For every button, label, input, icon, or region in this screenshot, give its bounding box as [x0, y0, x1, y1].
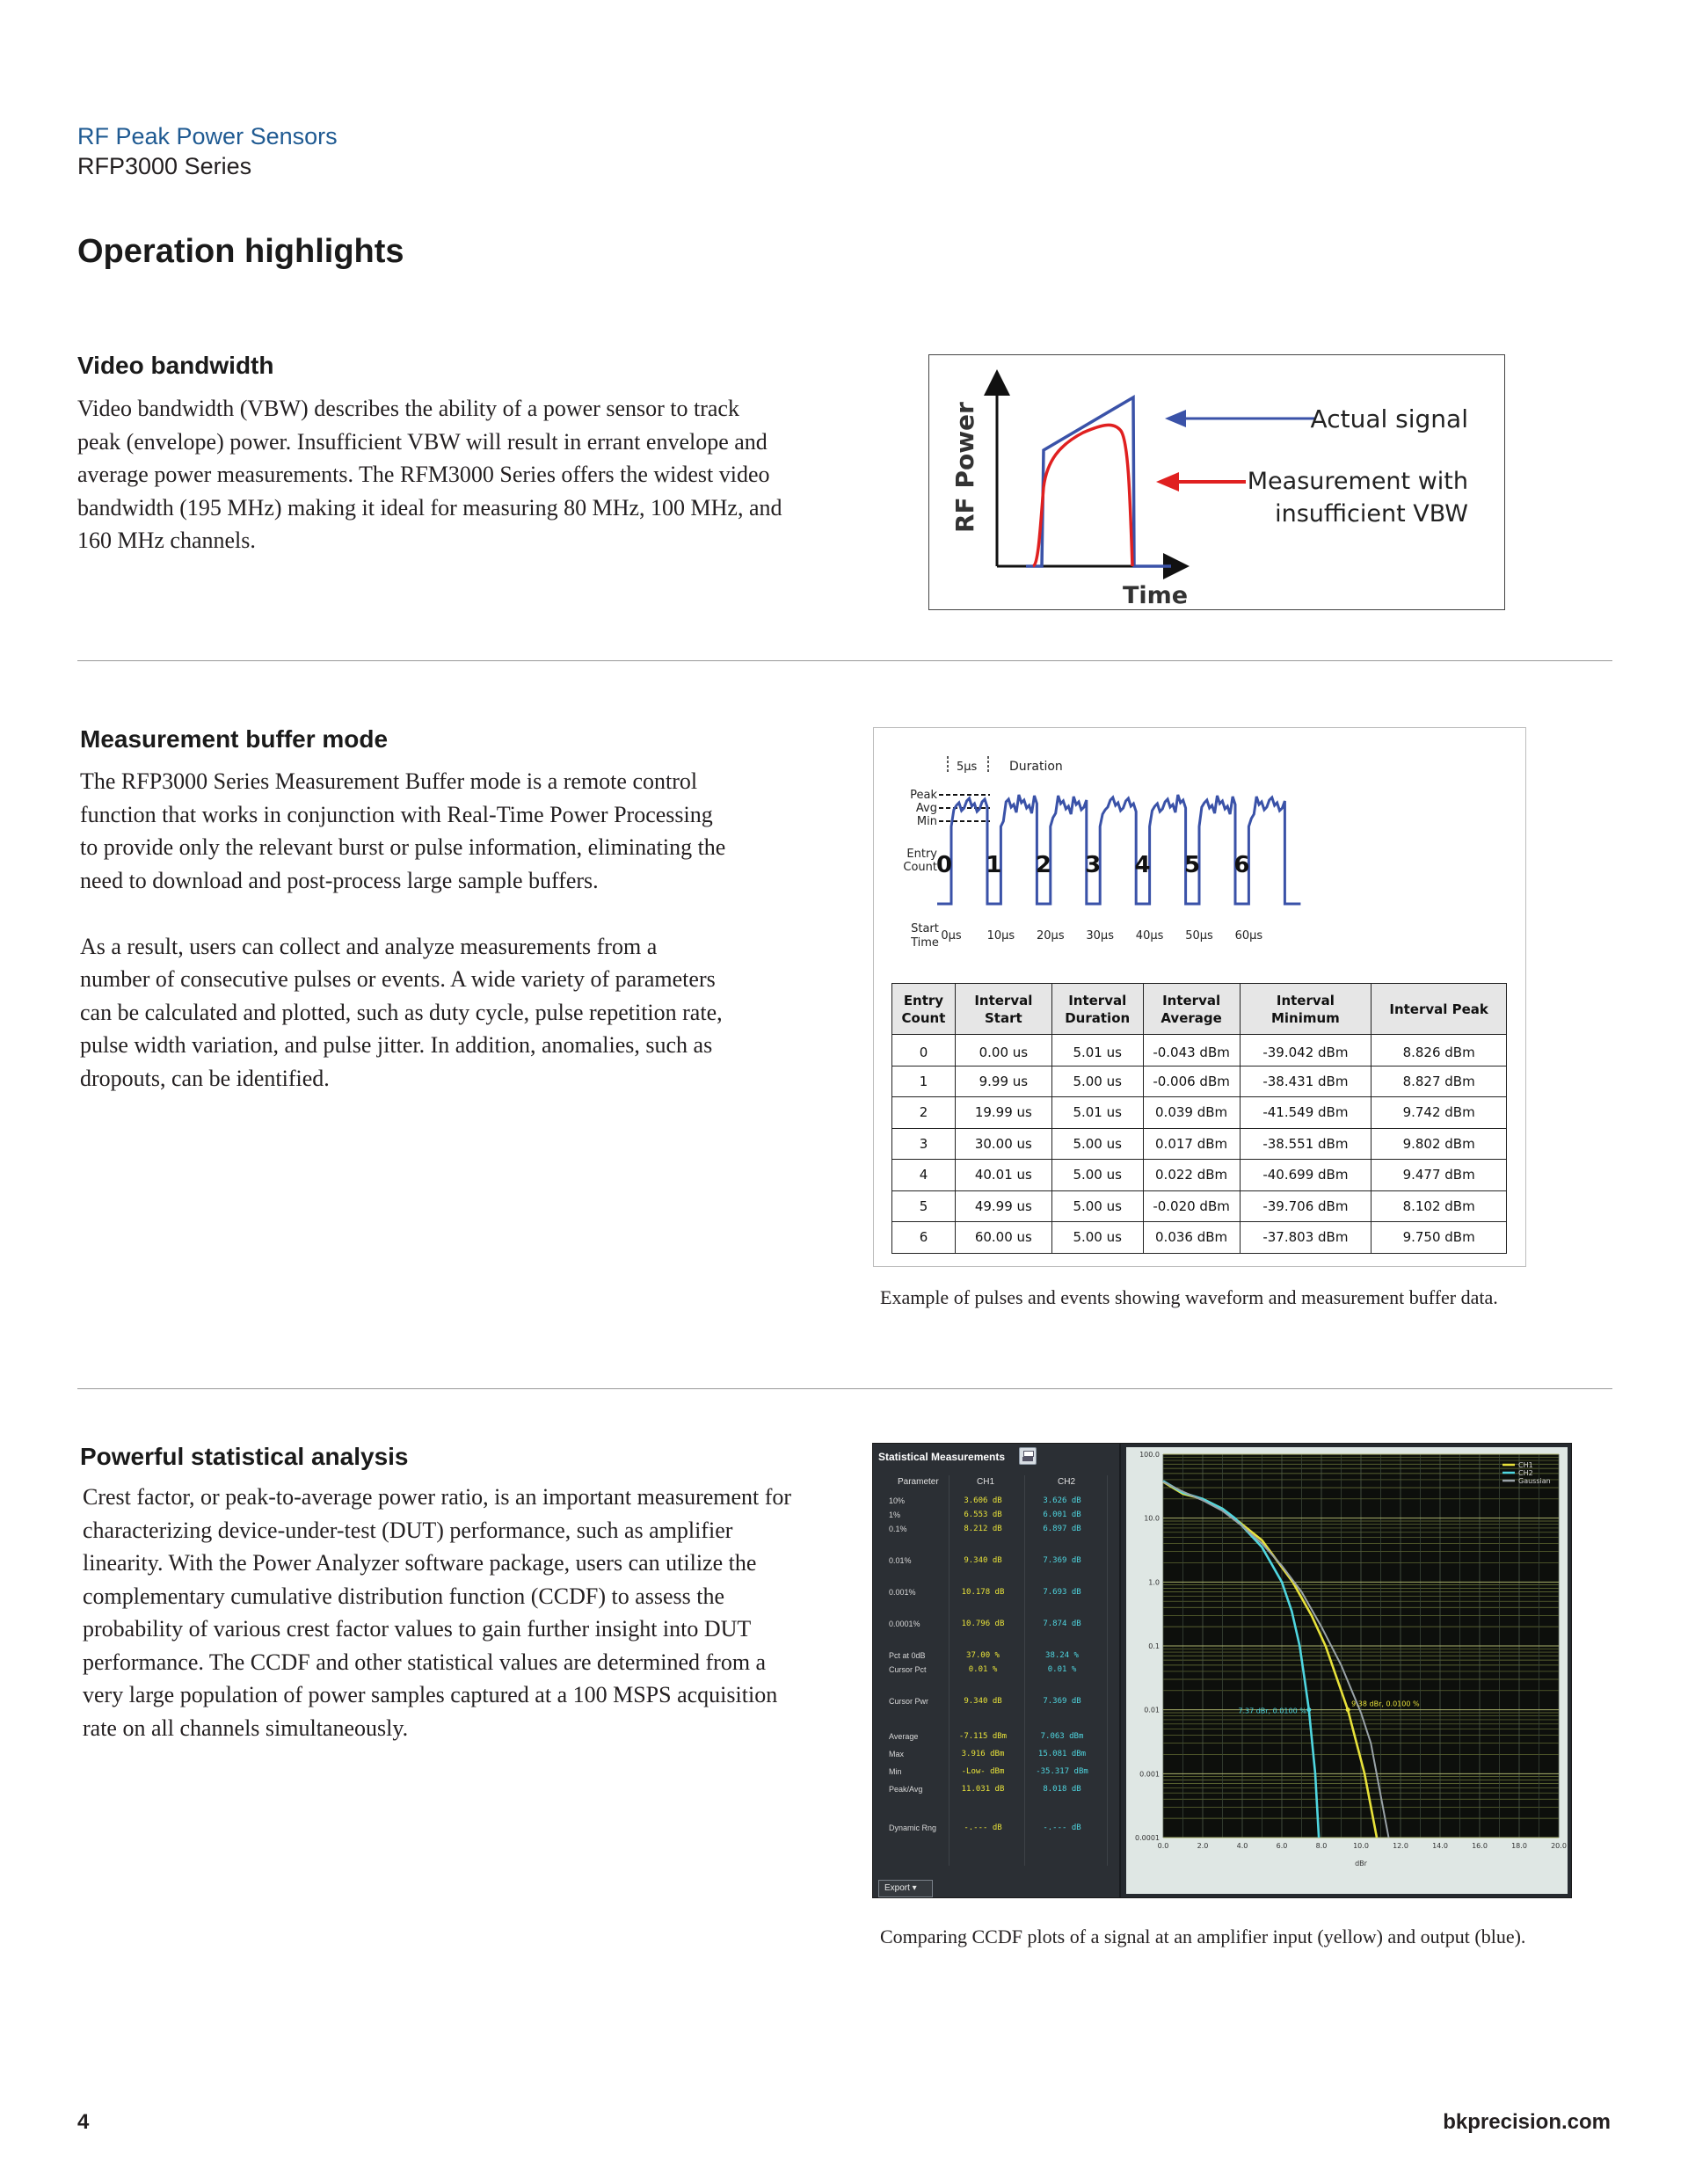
table-cell: 8.826 dBm: [1372, 1035, 1507, 1067]
y-tick-label: 1.0: [1148, 1578, 1160, 1587]
stats-ch1-value: 10.178 dB: [961, 1588, 1005, 1597]
divider-2: [77, 1388, 1612, 1389]
pulse-number: 4: [1134, 852, 1151, 878]
stats-row: [873, 1525, 1121, 1539]
stats-row: [873, 1732, 1121, 1746]
stats-ch2-value: 15.081 dBm: [1037, 1750, 1087, 1758]
stats-param: 0.01%: [889, 1556, 912, 1565]
stats-row: [873, 1767, 1121, 1781]
cursor-annotation: 7.37 dBr, 0.0100 %: [1238, 1707, 1306, 1715]
table-row: [892, 1190, 1507, 1222]
table-cell: 0.022 dBm: [1143, 1160, 1240, 1191]
cursor-marker: [1346, 1707, 1350, 1712]
measurement-buffer-table: [891, 983, 1507, 1254]
stats-param: Cursor Pwr: [889, 1697, 929, 1706]
col-param-header: Parameter: [898, 1477, 939, 1487]
table-cell: 5.01 us: [1051, 1097, 1143, 1129]
col-ch1-header: CH1: [977, 1477, 995, 1487]
stats-param: 1%: [889, 1511, 901, 1519]
time-tick-label: 40µs: [1135, 929, 1164, 943]
table-cell: 5.00 us: [1051, 1128, 1143, 1160]
table-cell: 0.00 us: [955, 1035, 1051, 1067]
time-tick-label: 60µs: [1234, 929, 1263, 943]
divider-1: [77, 660, 1612, 661]
stats-param: Min: [889, 1767, 902, 1776]
min-label: Min: [916, 815, 937, 828]
time-tick-label: 0µs: [941, 929, 962, 943]
x-tick-label: 0.0: [1157, 1842, 1169, 1850]
peak-label: Peak: [910, 789, 937, 802]
table-cell: 9.477 dBm: [1372, 1160, 1507, 1191]
page-title: Operation highlights: [77, 233, 404, 270]
stats-ch1-value: 3.916 dBm: [961, 1750, 1005, 1758]
table-header: Interval Duration: [1051, 984, 1143, 1035]
table-cell: -0.020 dBm: [1143, 1190, 1240, 1222]
stats-panel-title: Statistical Measurements: [878, 1451, 1006, 1463]
table-cell: -0.043 dBm: [1143, 1035, 1240, 1067]
vbw-title: Video bandwidth: [77, 352, 274, 379]
export-label: Export: [884, 1883, 910, 1893]
stats-param: 10%: [889, 1496, 906, 1505]
stats-row: [873, 1697, 1121, 1711]
x-tick-label: 14.0: [1432, 1842, 1448, 1850]
entry-label-2: Count: [903, 861, 937, 874]
y-tick-label: 0.01: [1144, 1706, 1160, 1714]
table-cell: 2: [892, 1097, 956, 1129]
table-row: [892, 1066, 1507, 1097]
stats-param: Dynamic Rng: [889, 1824, 937, 1832]
pulse-number: 3: [1085, 852, 1102, 878]
stats-ch2-value: 38.24 %: [1045, 1651, 1079, 1660]
table-cell: 5.00 us: [1051, 1160, 1143, 1191]
stats-param: Peak/Avg: [889, 1785, 923, 1794]
legend-measured-line1: Measurement with: [1247, 468, 1468, 495]
table-cell: 1: [892, 1066, 956, 1097]
table-cell: -38.431 dBm: [1240, 1066, 1372, 1097]
x-tick-label: 16.0: [1472, 1842, 1488, 1850]
stats-ch1-value: -7.115 dBm: [958, 1732, 1008, 1741]
buffer-title: Measurement buffer mode: [80, 725, 389, 753]
stats-ch2-value: 3.626 dB: [1043, 1496, 1081, 1505]
stats-ch2-value: 7.369 dB: [1043, 1556, 1081, 1565]
period-label: 5µs: [957, 761, 978, 774]
stats-ch1-value: 8.212 dB: [964, 1525, 1002, 1533]
stats-ch1-value: 9.340 dB: [964, 1556, 1002, 1565]
time-tick-label: 10µs: [986, 929, 1015, 943]
table-cell: 0: [892, 1035, 956, 1067]
stats-ch2-value: 7.369 dB: [1043, 1697, 1081, 1706]
rf-power-label: RF Power: [950, 402, 979, 533]
vbw-body: Video bandwidth (VBW) describes the ability of a power sensor to track peak (envelope) power. Insufficient VBW will result in errant envelope and average power measurements. The RFM3000 Series offers the widest video bandwidth (195 MHz) making it ideal for measuring 80 MHz, 100 MHz, and 160 MHz channels.: [77, 396, 782, 553]
table-cell: -0.006 dBm: [1143, 1066, 1240, 1097]
stats-row: [873, 1556, 1121, 1570]
table-cell: 5.00 us: [1051, 1066, 1143, 1097]
table-cell: 4: [892, 1160, 956, 1191]
x-tick-label: 6.0: [1276, 1842, 1288, 1850]
table-cell: 6: [892, 1222, 956, 1254]
stats-param: Pct at 0dB: [889, 1651, 926, 1660]
pulse-number: 5: [1183, 852, 1201, 878]
stats-ch1-value: 6.553 dB: [964, 1511, 1002, 1519]
y-tick-label: 100.0: [1139, 1451, 1160, 1459]
pulse-waveform: [874, 728, 1527, 974]
table-cell: 3: [892, 1128, 956, 1160]
table-cell: -37.803 dBm: [1240, 1222, 1372, 1254]
legend-entry: CH2: [1518, 1469, 1533, 1477]
table-cell: 5: [892, 1190, 956, 1222]
y-tick-label: 0.1: [1148, 1642, 1160, 1650]
ccdf-chart: [1126, 1447, 1568, 1894]
buffer-body: The RFP3000 Series Measurement Buffer mode is a remote control function that works in conjunction with Real-Time Power Processing to provide only the relevant burst or pulse information, eliminating the need to download and post-process large sample buffers. As a result, users can collect and analyze measurements from a number of consecutive pulses or events. A wide variety of parameters can be calculated and plotted, such as duty cycle, pulse repetition rate, pulse width variation, and pulse jitter. In addition, anomalies, such as dropouts, can be identified.: [80, 768, 726, 1091]
start-label-2: Time: [911, 936, 939, 950]
x-tick-label: 2.0: [1197, 1842, 1209, 1850]
x-tick-label: 20.0: [1551, 1842, 1567, 1850]
stats-ch2-value: 0.01 %: [1047, 1665, 1077, 1674]
time-tick-label: 30µs: [1086, 929, 1114, 943]
stats-ch1-value: 11.031 dB: [961, 1785, 1005, 1794]
stats-screenshot: [872, 1443, 1572, 1898]
time-tick-label: 20µs: [1037, 929, 1065, 943]
x-tick-label: 4.0: [1236, 1842, 1248, 1850]
table-cell: 9.99 us: [955, 1066, 1051, 1097]
actual-signal-trace: [1026, 397, 1171, 566]
stats-panel: [873, 1444, 1121, 1898]
stats-ch1-value: -.--- dB: [964, 1824, 1002, 1832]
stats-title: Powerful statistical analysis: [80, 1443, 409, 1470]
stats-row: [873, 1511, 1121, 1525]
export-button[interactable]: Export ▾: [878, 1880, 933, 1897]
legend-entry: Gaussian: [1518, 1477, 1551, 1485]
legend-entry: CH1: [1518, 1461, 1533, 1469]
x-tick-label: 18.0: [1511, 1842, 1527, 1850]
table-cell: 0.017 dBm: [1143, 1128, 1240, 1160]
stats-row: [873, 1588, 1121, 1602]
time-tick-label: 50µs: [1185, 929, 1213, 943]
cursor-annotation: 9.38 dBr, 0.0100 %: [1351, 1700, 1420, 1708]
table-cell: 60.00 us: [955, 1222, 1051, 1254]
table-cell: -40.699 dBm: [1240, 1160, 1372, 1191]
stats-caption: Comparing CCDF plots of a signal at an amplifier input (yellow) and output (blue).: [880, 1926, 1526, 1947]
stats-ch2-value: 6.001 dB: [1043, 1511, 1081, 1519]
table-row: [892, 1160, 1507, 1191]
stats-param: Max: [889, 1750, 905, 1758]
stats-ch1-value: 10.796 dB: [961, 1620, 1005, 1628]
table-cell: -38.551 dBm: [1240, 1128, 1372, 1160]
pulse-number: 0: [935, 852, 953, 878]
actual-arrowhead: [1165, 410, 1186, 427]
table-cell: 5.00 us: [1051, 1222, 1143, 1254]
header-series: RF Peak Power Sensors: [77, 123, 338, 149]
cursor-marker: [1306, 1707, 1311, 1712]
table-cell: 49.99 us: [955, 1190, 1051, 1222]
table-cell: 5.00 us: [1051, 1190, 1143, 1222]
table-cell: -41.549 dBm: [1240, 1097, 1372, 1129]
table-cell: 8.827 dBm: [1372, 1066, 1507, 1097]
ccdf-plot: [1126, 1447, 1568, 1894]
stats-body: Crest factor, or peak-to-average power ratio, is an important measurement for characterizing device-under-test (DUT) performance, such as amplifier linearity. With the Power Analyzer software package, users can utilize the complementary cumulative distribution function (CCDF) to assess the probability of various crest factor values to gain further insight into DUT performance. The CCDF and other statistical values are determined from a very large population of power samples captured at a 100 MSPS acquisition rate on all channels simultaneously.: [83, 1484, 792, 1741]
stats-ch2-value: 6.897 dB: [1043, 1525, 1081, 1533]
vbw-figure: [928, 354, 1505, 610]
table-cell: 19.99 us: [955, 1097, 1051, 1129]
col-ch2-header: CH2: [1058, 1477, 1076, 1487]
table-header: Interval Peak: [1372, 984, 1507, 1035]
table-cell: 8.102 dBm: [1372, 1190, 1507, 1222]
stats-row: [873, 1665, 1121, 1679]
stats-row: [873, 1750, 1121, 1764]
table-row: [892, 1097, 1507, 1129]
stats-ch2-value: -.--- dB: [1043, 1824, 1081, 1832]
stats-param: 0.001%: [889, 1588, 916, 1597]
buffer-caption: Example of pulses and events showing waveform and measurement buffer data.: [880, 1286, 1498, 1308]
stats-row: [873, 1620, 1121, 1634]
table-row: [892, 1222, 1507, 1254]
avg-label: Avg: [915, 802, 937, 815]
website-link[interactable]: bkprecision.com: [1443, 2110, 1611, 2134]
y-tick-label: 0.001: [1139, 1770, 1160, 1779]
stats-ch2-value: 7.693 dB: [1043, 1588, 1081, 1597]
stats-ch2-value: 7.874 dB: [1043, 1620, 1081, 1628]
table-cell: 40.01 us: [955, 1160, 1051, 1191]
stats-row: [873, 1785, 1121, 1799]
pulse-number: 2: [1035, 852, 1051, 878]
table-cell: 30.00 us: [955, 1128, 1051, 1160]
duration-label: Duration: [1009, 760, 1063, 774]
stats-row: [873, 1496, 1121, 1511]
table-header: Interval Average: [1143, 984, 1240, 1035]
y-tick-label: 10.0: [1144, 1514, 1160, 1523]
stats-param: 0.0001%: [889, 1620, 920, 1628]
pulse-number: 1: [986, 852, 1002, 878]
stats-ch2-value: 7.063 dBm: [1040, 1732, 1084, 1741]
table-header: Entry Count: [892, 984, 956, 1035]
print-icon[interactable]: [1019, 1447, 1037, 1465]
entry-label-1: Entry: [906, 848, 937, 861]
pulse-trace: [937, 795, 1300, 904]
measured-arrowhead: [1156, 472, 1179, 491]
table-header: Interval Start: [955, 984, 1051, 1035]
stats-param: 0.1%: [889, 1525, 907, 1533]
page-number: 4: [77, 2110, 90, 2134]
stats-ch1-value: 37.00 %: [966, 1651, 1000, 1660]
x-tick-label: 8.0: [1315, 1842, 1328, 1850]
legend-measured-line2: insufficient VBW: [1275, 500, 1468, 528]
stats-ch1-value: 9.340 dB: [964, 1697, 1002, 1706]
legend-actual: Actual signal: [1310, 404, 1468, 433]
vbw-diagram: [929, 355, 1506, 611]
table-header: Interval Minimum: [1240, 984, 1372, 1035]
y-tick-label: 0.0001: [1135, 1834, 1160, 1842]
table-cell: 9.802 dBm: [1372, 1128, 1507, 1160]
stats-ch2-value: -35.317 dBm: [1036, 1767, 1088, 1776]
table-cell: 9.742 dBm: [1372, 1097, 1507, 1129]
stats-ch1-value: 0.01 %: [968, 1665, 998, 1674]
table-cell: -39.706 dBm: [1240, 1190, 1372, 1222]
buffer-figure: [873, 727, 1526, 1267]
time-label: Time: [1123, 582, 1189, 609]
stats-row: [873, 1824, 1121, 1838]
header-model: RFP3000 Series: [77, 153, 252, 179]
stats-param: Cursor Pct: [889, 1665, 927, 1674]
stats-row: [873, 1651, 1121, 1665]
x-axis-label: dBr: [1355, 1860, 1367, 1867]
table-cell: 0.039 dBm: [1143, 1097, 1240, 1129]
table-row: [892, 1128, 1507, 1160]
start-label-1: Start: [911, 922, 939, 935]
stats-param: Average: [889, 1732, 919, 1741]
x-tick-label: 10.0: [1353, 1842, 1369, 1850]
table-cell: 5.01 us: [1051, 1035, 1143, 1067]
stats-ch2-value: 8.018 dB: [1043, 1785, 1081, 1794]
table-cell: -39.042 dBm: [1240, 1035, 1372, 1067]
stats-ch1-value: -Low- dBm: [961, 1767, 1005, 1776]
table-cell: 9.750 dBm: [1372, 1222, 1507, 1254]
x-tick-label: 12.0: [1393, 1842, 1408, 1850]
table-cell: 0.036 dBm: [1143, 1222, 1240, 1254]
stats-ch1-value: 3.606 dB: [964, 1496, 1002, 1505]
pulse-number: 6: [1233, 852, 1250, 878]
table-row: [892, 1035, 1507, 1067]
